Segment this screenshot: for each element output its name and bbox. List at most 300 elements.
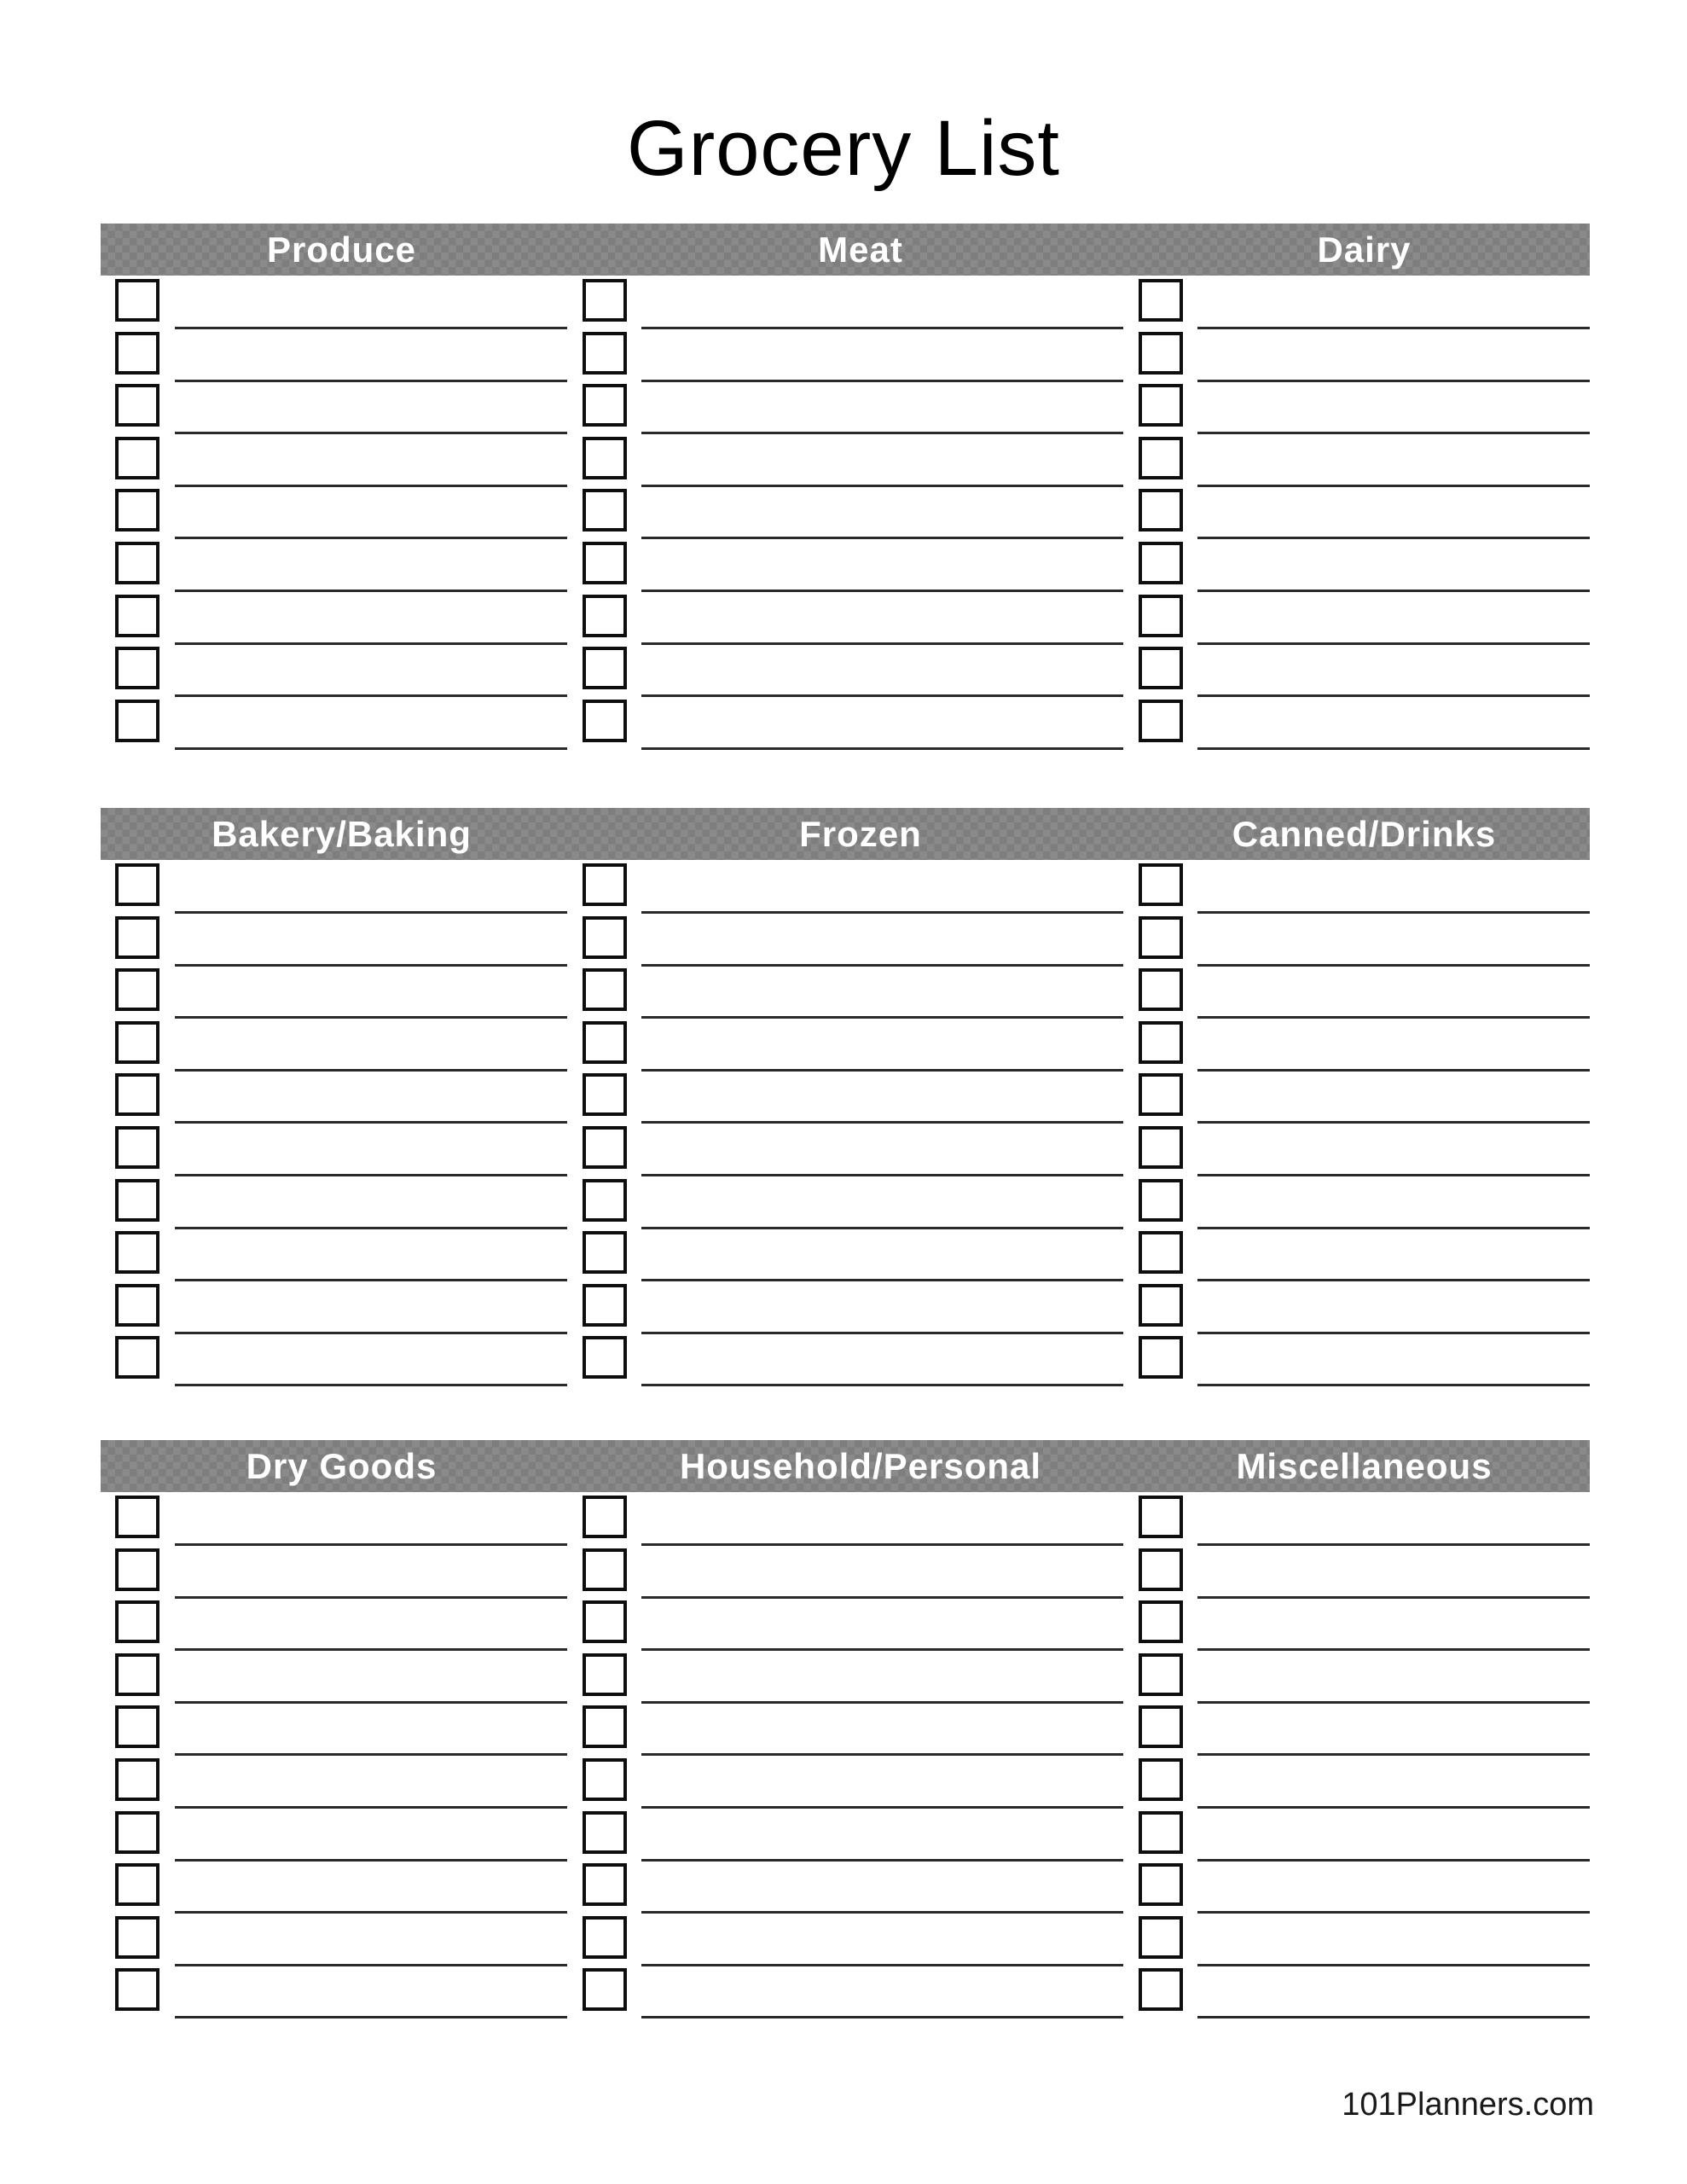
blank-write-line [1197,1753,1590,1756]
checkbox[interactable] [583,1548,627,1591]
list-cell [583,437,1139,490]
list-cell [1139,595,1590,648]
checkbox[interactable] [583,1231,627,1274]
list-cell [1139,1600,1590,1653]
checkbox[interactable] [1139,1758,1183,1801]
checkbox[interactable] [1139,542,1183,584]
list-cell [101,437,583,490]
blank-write-line [1197,1227,1590,1229]
list-cell [1139,1968,1590,2021]
checkbox[interactable] [1139,1336,1183,1379]
checkbox[interactable] [115,542,159,584]
list-cell [583,595,1139,648]
checkbox[interactable] [1139,1705,1183,1748]
list-row [101,1179,1590,1232]
blank-write-line [641,964,1123,967]
list-row [101,384,1590,437]
list-cell [1139,700,1590,752]
checkbox[interactable] [583,542,627,584]
checkbox[interactable] [583,1179,627,1222]
list-row [101,332,1590,385]
list-cell [101,863,583,916]
blank-write-line [175,964,567,967]
blank-write-line [641,327,1123,329]
list-cell [583,542,1139,595]
blank-write-line [641,1227,1123,1229]
list-cell [101,916,583,969]
checkbox[interactable] [115,1496,159,1538]
list-cell [1139,1916,1590,1969]
list-cell [1139,1284,1590,1337]
list-cell [101,1600,583,1653]
blank-write-line [641,380,1123,382]
checkbox[interactable] [583,647,627,689]
checkbox[interactable] [115,384,159,427]
list-cell [1139,437,1590,490]
list-row [101,1336,1590,1389]
list-cell [101,1968,583,2021]
checkbox[interactable] [1139,1179,1183,1222]
blank-write-line [1197,1384,1590,1386]
blank-write-line [1197,1069,1590,1072]
blank-write-line [175,537,567,539]
list-cell [101,542,583,595]
checkbox[interactable] [583,1021,627,1064]
list-cell [583,647,1139,700]
blank-write-line [175,1069,567,1072]
list-cell [583,1968,1139,2021]
blank-write-line [641,642,1123,645]
list-cell [1139,1021,1590,1074]
rows-container [101,279,1590,752]
checkbox[interactable] [1139,595,1183,637]
checkbox[interactable] [1139,1496,1183,1538]
list-cell [583,1863,1139,1916]
checkbox[interactable] [1139,916,1183,959]
list-cell [583,968,1139,1021]
blank-write-line [175,911,567,914]
checkbox[interactable] [583,1705,627,1748]
blank-write-line [641,537,1123,539]
list-cell [101,1758,583,1811]
blank-write-line [641,1596,1123,1599]
list-cell [583,1073,1139,1126]
blank-write-line [175,1701,567,1704]
checkbox[interactable] [1139,1916,1183,1959]
list-cell [101,647,583,700]
blank-write-line [175,1332,567,1334]
checkbox[interactable] [115,1021,159,1064]
blank-write-line [641,694,1123,697]
checkbox[interactable] [115,1811,159,1854]
checkbox[interactable] [1139,863,1183,906]
checkbox[interactable] [583,1600,627,1643]
footer-site-credit: 101Planners.com [1342,2087,1594,2123]
list-row [101,437,1590,490]
checkbox[interactable] [583,1284,627,1327]
blank-write-line [175,1121,567,1124]
blank-write-line [175,642,567,645]
blank-write-line [175,2016,567,2018]
list-cell [1139,1758,1590,1811]
list-cell [583,1758,1139,1811]
list-cell [101,489,583,542]
blank-write-line [1197,432,1590,434]
list-cell [1139,916,1590,969]
section-title: Canned/Drinks [1232,813,1497,854]
list-cell [583,1336,1139,1389]
section-header-bar [101,224,1590,276]
checkbox[interactable] [583,1916,627,1959]
blank-write-line [1197,747,1590,750]
list-row [101,1231,1590,1284]
blank-write-line [175,1596,567,1599]
checkbox[interactable] [115,332,159,375]
blank-write-line [1197,1701,1590,1704]
list-cell [1139,1073,1590,1126]
blank-write-line [175,1648,567,1651]
list-cell [101,1916,583,1969]
list-row [101,647,1590,700]
blank-write-line [641,1384,1123,1386]
list-cell [583,1284,1139,1337]
checkbox[interactable] [115,489,159,531]
category-section [101,1440,1590,2021]
list-row [101,1968,1590,2021]
checkbox[interactable] [583,1653,627,1696]
list-row [101,863,1590,916]
list-cell [583,1600,1139,1653]
list-row [101,1126,1590,1179]
blank-write-line [1197,1279,1590,1281]
blank-write-line [1197,1016,1590,1019]
checkbox[interactable] [115,968,159,1011]
list-row [101,279,1590,332]
blank-write-line [175,1806,567,1809]
rows-container [101,1496,1590,2021]
blank-write-line [641,1121,1123,1124]
checkbox[interactable] [1139,279,1183,322]
list-row [101,1916,1590,1969]
blank-write-line [1197,1911,1590,1914]
blank-write-line [1197,1121,1590,1124]
list-cell [101,1496,583,1548]
blank-write-line [175,1016,567,1019]
checkbox[interactable] [1139,1863,1183,1906]
blank-write-line [641,1753,1123,1756]
checkbox[interactable] [583,1758,627,1801]
blank-write-line [641,2016,1123,2018]
checkbox[interactable] [1139,1968,1183,2011]
blank-write-line [1197,380,1590,382]
list-row [101,1600,1590,1653]
blank-write-line [1197,1648,1590,1651]
checkbox[interactable] [1139,332,1183,375]
checkbox[interactable] [115,1231,159,1274]
checkbox[interactable] [1139,1021,1183,1064]
blank-write-line [641,1964,1123,1966]
blank-write-line [175,1384,567,1386]
checkbox[interactable] [1139,489,1183,531]
list-row [101,1705,1590,1758]
blank-write-line [175,1859,567,1862]
list-cell [583,1705,1139,1758]
checkbox[interactable] [1139,968,1183,1011]
list-cell [101,1231,583,1284]
checkbox[interactable] [583,595,627,637]
blank-write-line [175,590,567,592]
section-title: Frozen [799,813,922,854]
checkbox[interactable] [583,489,627,531]
checkbox[interactable] [583,437,627,479]
list-row [101,1021,1590,1074]
list-cell [101,1548,583,1601]
blank-write-line [1197,590,1590,592]
checkbox[interactable] [115,1548,159,1591]
checkbox[interactable] [115,916,159,959]
checkbox[interactable] [1139,1600,1183,1643]
list-cell [583,1916,1139,1969]
checkbox[interactable] [583,863,627,906]
list-row [101,968,1590,1021]
blank-write-line [641,1806,1123,1809]
list-cell [583,332,1139,385]
checkbox[interactable] [583,1811,627,1854]
list-cell [1139,1179,1590,1232]
list-cell [101,1336,583,1389]
list-cell [101,1179,583,1232]
category-section [101,808,1590,1389]
list-cell [101,595,583,648]
list-row [101,595,1590,648]
list-cell [101,1021,583,1074]
page-title: Grocery List [627,105,1060,192]
blank-write-line [641,1911,1123,1914]
blank-write-line [175,1964,567,1966]
blank-write-line [1197,1543,1590,1546]
checkbox[interactable] [583,1496,627,1538]
blank-write-line [175,1911,567,1914]
list-cell [583,384,1139,437]
blank-write-line [641,1859,1123,1862]
list-cell [1139,1863,1590,1916]
list-cell [101,279,583,332]
list-cell [583,863,1139,916]
blank-write-line [1197,964,1590,967]
list-cell [101,1863,583,1916]
checkbox[interactable] [115,1284,159,1327]
list-cell [101,1284,583,1337]
list-cell [583,700,1139,752]
list-cell [1139,863,1590,916]
list-cell [1139,1811,1590,1864]
list-cell [583,1496,1139,1548]
blank-write-line [641,1332,1123,1334]
checkbox[interactable] [115,1126,159,1169]
checkbox[interactable] [115,647,159,689]
list-cell [101,1653,583,1706]
list-row [101,1653,1590,1706]
blank-write-line [175,1279,567,1281]
blank-write-line [1197,1596,1590,1599]
section-title: Dry Goods [246,1445,438,1486]
section-title: Meat [818,229,903,270]
blank-write-line [1197,1964,1590,1966]
list-cell [583,916,1139,969]
checkbox[interactable] [1139,1548,1183,1591]
checkbox[interactable] [115,1179,159,1222]
blank-write-line [641,590,1123,592]
list-cell [1139,647,1590,700]
list-cell [1139,1126,1590,1179]
checkbox[interactable] [583,700,627,742]
blank-write-line [1197,1332,1590,1334]
blank-write-line [641,1648,1123,1651]
checkbox[interactable] [583,384,627,427]
list-cell [1139,1231,1590,1284]
checkbox[interactable] [115,1863,159,1906]
list-cell [101,1705,583,1758]
checkbox[interactable] [583,916,627,959]
list-cell [101,1073,583,1126]
blank-write-line [1197,1806,1590,1809]
checkbox[interactable] [115,595,159,637]
checkbox[interactable] [583,1126,627,1169]
checkbox[interactable] [115,1653,159,1696]
checkbox[interactable] [583,279,627,322]
blank-write-line [641,485,1123,487]
checkbox[interactable] [115,1600,159,1643]
checkbox[interactable] [1139,1126,1183,1169]
section-title: Miscellaneous [1236,1445,1493,1486]
list-cell [101,384,583,437]
list-cell [1139,384,1590,437]
blank-write-line [175,1543,567,1546]
blank-write-line [641,1701,1123,1704]
checkbox[interactable] [115,1968,159,2011]
list-row [101,1548,1590,1601]
list-cell [1139,332,1590,385]
list-cell [101,1126,583,1179]
rows-container [101,863,1590,1389]
list-cell [1139,968,1590,1021]
list-cell [583,1179,1139,1232]
blank-write-line [1197,1174,1590,1176]
blank-write-line [641,1279,1123,1281]
checkbox[interactable] [583,1073,627,1116]
list-cell [101,332,583,385]
section-header-bar [101,1440,1590,1492]
list-row [101,700,1590,752]
list-cell [1139,1548,1590,1601]
checkbox[interactable] [115,279,159,322]
blank-write-line [641,747,1123,750]
checkbox[interactable] [583,1336,627,1379]
checkbox[interactable] [1139,1811,1183,1854]
blank-write-line [175,327,567,329]
blank-write-line [1197,911,1590,914]
list-row [101,1863,1590,1916]
blank-write-line [641,1174,1123,1176]
checkbox[interactable] [115,1758,159,1801]
blank-write-line [175,694,567,697]
checkbox[interactable] [1139,700,1183,742]
checkbox[interactable] [583,1968,627,2011]
checkbox[interactable] [1139,1231,1183,1274]
checkbox[interactable] [115,1705,159,1748]
checkbox[interactable] [115,1336,159,1379]
list-cell [583,1653,1139,1706]
checkbox[interactable] [1139,384,1183,427]
blank-write-line [175,1227,567,1229]
list-row [101,1758,1590,1811]
list-row [101,1496,1590,1548]
list-row [101,542,1590,595]
list-cell [583,1548,1139,1601]
category-section [101,224,1590,752]
list-cell [1139,1653,1590,1706]
list-cell [1139,1496,1590,1548]
section-title: Dairy [1317,229,1412,270]
list-cell [583,1021,1139,1074]
list-cell [583,279,1139,332]
list-cell [101,968,583,1021]
blank-write-line [1197,1859,1590,1862]
list-row [101,1073,1590,1126]
blank-write-line [1197,327,1590,329]
checkbox[interactable] [115,437,159,479]
list-cell [1139,489,1590,542]
list-cell [1139,1336,1590,1389]
blank-write-line [641,1016,1123,1019]
checkbox[interactable] [115,1073,159,1116]
list-cell [583,1126,1139,1179]
checkbox[interactable] [1139,437,1183,479]
list-cell [583,489,1139,542]
checkbox[interactable] [115,863,159,906]
list-cell [583,1231,1139,1284]
section-title: Bakery/Baking [212,813,472,854]
checkbox[interactable] [1139,1653,1183,1696]
checkbox[interactable] [1139,1284,1183,1327]
blank-write-line [641,432,1123,434]
blank-write-line [1197,2016,1590,2018]
checkbox[interactable] [1139,1073,1183,1116]
blank-write-line [175,1753,567,1756]
blank-write-line [641,911,1123,914]
blank-write-line [175,432,567,434]
checkbox[interactable] [115,1916,159,1959]
blank-write-line [175,485,567,487]
checkbox[interactable] [115,700,159,742]
checkbox[interactable] [1139,647,1183,689]
list-row [101,1284,1590,1337]
blank-write-line [1197,485,1590,487]
section-title: Produce [266,229,417,270]
list-row [101,916,1590,969]
checkbox[interactable] [583,332,627,375]
list-cell [1139,542,1590,595]
section-title: Household/Personal [679,1445,1042,1486]
blank-write-line [175,1174,567,1176]
section-header-bar [101,808,1590,860]
checkbox[interactable] [583,1863,627,1906]
blank-write-line [641,1543,1123,1546]
list-row [101,489,1590,542]
list-cell [101,1811,583,1864]
checkbox[interactable] [583,968,627,1011]
list-row [101,1811,1590,1864]
